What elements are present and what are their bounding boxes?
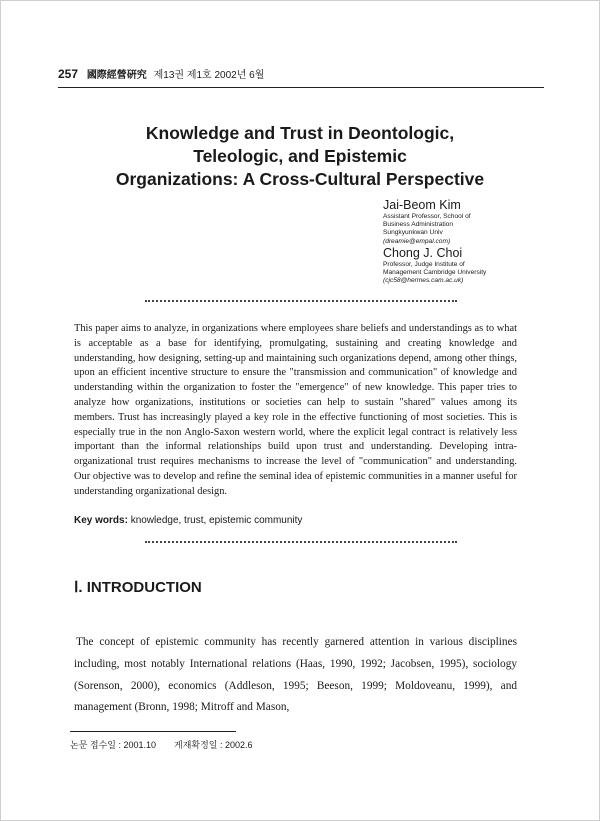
keywords — [74, 515, 302, 526]
title-line: Knowledge and Trust in Deontologic, — [145, 123, 455, 143]
author-email: (cjc58@hermes.cam.ac.uk) — [383, 277, 464, 285]
intro-paragraph: The concept of epistemic community has recently garnered attention in various disciplines including, most notably International relations (Haas, 1990, 1992; Jacobsen, 1995), sociology (Sorenson, 2000), economics (Addleson, 1995; Beeson, 1999; Moldoveanu, 1999), and management (Bronn, 1998; Mitroff and Mason, — [74, 636, 517, 714]
title-line: Organizations: A Cross-Cultural Perspective — [115, 169, 485, 189]
running-head — [58, 66, 264, 81]
paper-title — [60, 122, 540, 191]
author-affiliation: Business Administration — [383, 221, 454, 229]
received-date: 논문 접수일 : 2001.10 — [70, 740, 157, 750]
footnote-rule — [70, 731, 236, 732]
author-name: Chong J. Choi — [383, 245, 463, 260]
author-name: Jai-Beom Kim — [383, 198, 461, 212]
accepted-date: 게재확정일 : 2002.6 — [174, 740, 253, 750]
author-affiliation: Management Cambridge University — [383, 269, 487, 277]
keywords-label: Key words: — [74, 515, 128, 526]
footnote — [70, 738, 253, 751]
section-heading: Ⅰ. INTRODUCTION — [74, 579, 202, 596]
author-affiliation: Sungkyunkwan Univ — [383, 229, 443, 237]
journal-issue: 제13권 제1호 2002년 6월 — [153, 70, 265, 81]
abstract-top-divider — [145, 300, 457, 302]
keywords-text: knowledge, trust, epistemic community — [130, 515, 303, 526]
author-email: (dreamie@empal.com) — [383, 237, 451, 245]
author-affiliation: Assistant Professor, School of — [383, 213, 471, 220]
author-affiliation: Professor, Judge Institute of — [383, 260, 465, 268]
abstract-bottom-divider — [145, 541, 457, 543]
title-line: Teleologic, and Epistemic — [193, 146, 407, 166]
page-number: 257 — [58, 67, 79, 81]
journal-name: 國際經營硏究 — [86, 70, 147, 81]
header-rule — [58, 87, 544, 88]
author-block — [383, 198, 553, 285]
abstract: This paper aims to analyze, in organizations where employees share beliefs and understandings as to what is acceptable as a base for identifying, promulgating, sustaining and creating knowledge and understanding, how designing, setting-up and maintaining such organizations depend, among other things, upon an efficient incentive structure to ensure the "transmission and communication" of knowledge and understanding within the organization to foster the "emergence" of new knowledge. This paper tries to analyze how organizations, institutions or societies can help to sustain "shared" values among its members. Trust has increasingly played a key role in the effective functioning of most societies. This is especially true in the non Anglo-Saxon western world, where the explicit legal contract is relatively less important than the informal relationships build upon trust and understanding. Developing intra-organizational trust requires mechanisms to increase the level of "communication" and understanding. Our objective was to develop and refine the seminal idea of epistemic communities in a manner useful for understanding organizational design. — [74, 323, 517, 497]
